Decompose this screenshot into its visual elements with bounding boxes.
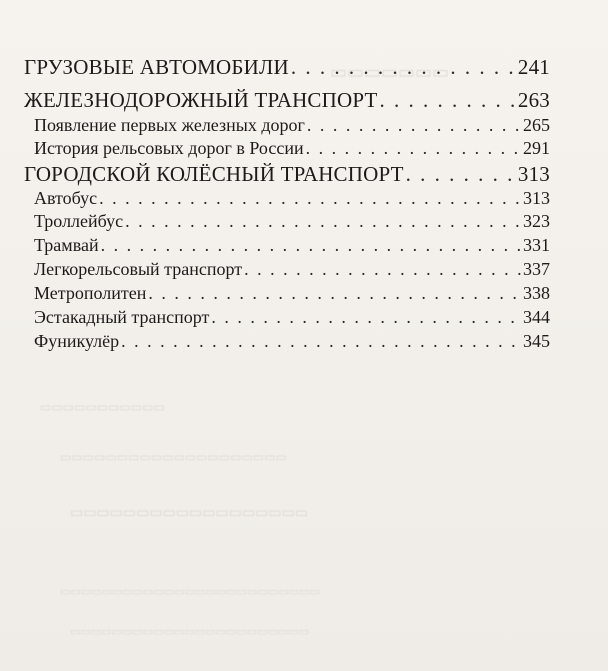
toc-dot-leader xyxy=(291,55,516,80)
toc-dot-leader xyxy=(244,259,521,280)
toc-page-number: 337 xyxy=(523,259,550,279)
toc-section xyxy=(0,331,608,352)
toc-chapter-title: ЖЕЛЕЗНОДОРОЖНЫЙ ТРАНСПОРТ xyxy=(24,88,378,112)
toc-dot-leader xyxy=(380,88,516,113)
toc-section-title: История рельсовых дорог в России xyxy=(34,138,304,158)
toc-chapter-title: ГРУЗОВЫЕ АВТОМОБИЛИ xyxy=(24,55,289,79)
bleed-through-mark: ▭▭▭▭▭▭▭▭▭▭▭ xyxy=(40,400,165,414)
toc-dot-leader xyxy=(101,235,521,256)
toc-page-number: 291 xyxy=(523,138,550,158)
toc-section xyxy=(0,115,608,136)
toc-section-title: Автобус xyxy=(34,188,98,208)
toc-section xyxy=(0,307,608,328)
toc-section-title: Эстакадный транспорт xyxy=(34,307,210,327)
toc-dot-leader xyxy=(211,307,521,328)
toc-dot-leader xyxy=(148,283,521,304)
bleed-through-mark: ▭▭▭▭▭▭▭▭▭▭▭▭▭▭▭▭▭▭▭▭ xyxy=(60,450,287,464)
toc-page-number: 313 xyxy=(523,188,550,208)
toc-page-number: 338 xyxy=(523,283,550,303)
toc-section-title: Метрополитен xyxy=(34,283,147,303)
toc-section xyxy=(0,211,608,232)
bleed-through-mark: ▭▭▭▭▭▭▭ xyxy=(330,62,450,82)
toc-section xyxy=(0,188,608,209)
toc-page-number: 313 xyxy=(517,162,550,186)
bleed-through-mark: ▭▭▭▭▭▭▭▭▭▭▭▭▭▭▭▭▭▭▭▭▭▭▭ xyxy=(70,626,310,638)
toc-page-number: 345 xyxy=(523,331,550,351)
toc-chapter xyxy=(0,88,608,113)
toc-dot-leader xyxy=(307,115,521,136)
toc-dot-leader xyxy=(125,211,521,232)
toc-section xyxy=(0,138,608,159)
toc-page-number: 323 xyxy=(523,211,550,231)
toc-dot-leader xyxy=(306,138,521,159)
toc-section xyxy=(0,235,608,256)
toc-section-title: Легкорельсовый транспорт xyxy=(34,259,243,279)
toc-dot-leader xyxy=(121,331,521,352)
toc-page-number: 331 xyxy=(523,235,550,255)
toc-chapter xyxy=(0,55,608,80)
toc-dot-leader xyxy=(406,162,516,187)
toc-page-number: 263 xyxy=(517,88,550,112)
toc-section-title: Троллейбус xyxy=(34,211,124,231)
toc-page-number: 241 xyxy=(517,55,550,79)
toc-section-title: Появление первых железных дорог xyxy=(34,115,305,135)
bleed-through-mark: ▭▭▭▭▭▭▭▭▭▭▭▭▭▭▭▭▭▭ xyxy=(70,506,309,521)
toc-page-number: 265 xyxy=(523,115,550,135)
toc-section xyxy=(0,283,608,304)
toc-section-title: Фуникулёр xyxy=(34,331,120,351)
toc-chapter xyxy=(0,162,608,187)
bleed-through-mark: ▭▭▭▭▭▭▭▭▭▭▭▭▭▭▭▭▭▭▭▭▭▭▭▭▭ xyxy=(60,586,320,598)
toc-chapter-title: ГОРОДСКОЙ КОЛЁСНЫЙ ТРАНСПОРТ xyxy=(24,162,404,186)
toc-section-title: Трамвай xyxy=(34,235,99,255)
toc-page-number: 344 xyxy=(523,307,550,327)
toc-section xyxy=(0,259,608,280)
toc-dot-leader xyxy=(99,188,521,209)
